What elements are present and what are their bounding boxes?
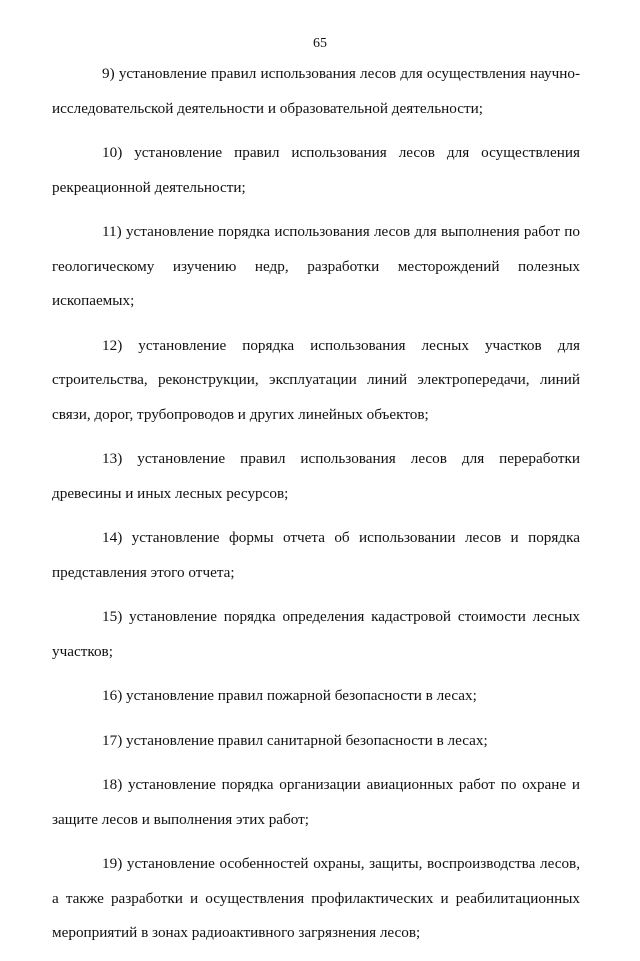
paragraph-item-14: 14) установление формы отчета об использовании лесов и порядка представления этого отчета; [52,529,580,581]
paragraph-item-9: 9) установление правил использования лесов для осуществления научно-исследовательской деятельности и образовательной деятельности; [52,65,580,117]
paragraph-item-17: 17) установление правил санитарной безопасности в лесах; [102,731,488,749]
paragraph-item-11: 11) установление порядка использования лесов для выполнения работ по геологическому изучению недр, разработки месторождений полезных ископаемых; [52,223,580,309]
page-number: 65 [313,36,327,51]
paragraph-item-10: 10) установление правил использования лесов для осуществления рекреационной деятельности; [52,144,580,196]
paragraph-item-13: 13) установление правил использования лесов для переработки древесины и иных лесных ресурсов; [52,450,580,502]
paragraph-item-19: 19) установление особенностей охраны, защиты, воспроизводства лесов, а также разработки и осуществления профилактических и реабилитационных мероприятий в зонах радиоактивного загрязнения лесов; [52,855,580,941]
paragraph-item-16: 16) установление правил пожарной безопасности в лесах; [102,687,477,704]
paragraph-item-18: 18) установление порядка организации авиационных работ по охране и защите лесов и выполнения этих работ; [52,776,580,828]
paragraph-item-15: 15) установление порядка определения кадастровой стоимости лесных участков; [52,608,580,660]
paragraph-item-12: 12) установление порядка использования лесных участков для строительства, реконструкции, эксплуатации линий электропередачи, линий связи, дорог, трубопроводов и других линейных объектов; [52,336,580,423]
document-body [52,57,580,961]
